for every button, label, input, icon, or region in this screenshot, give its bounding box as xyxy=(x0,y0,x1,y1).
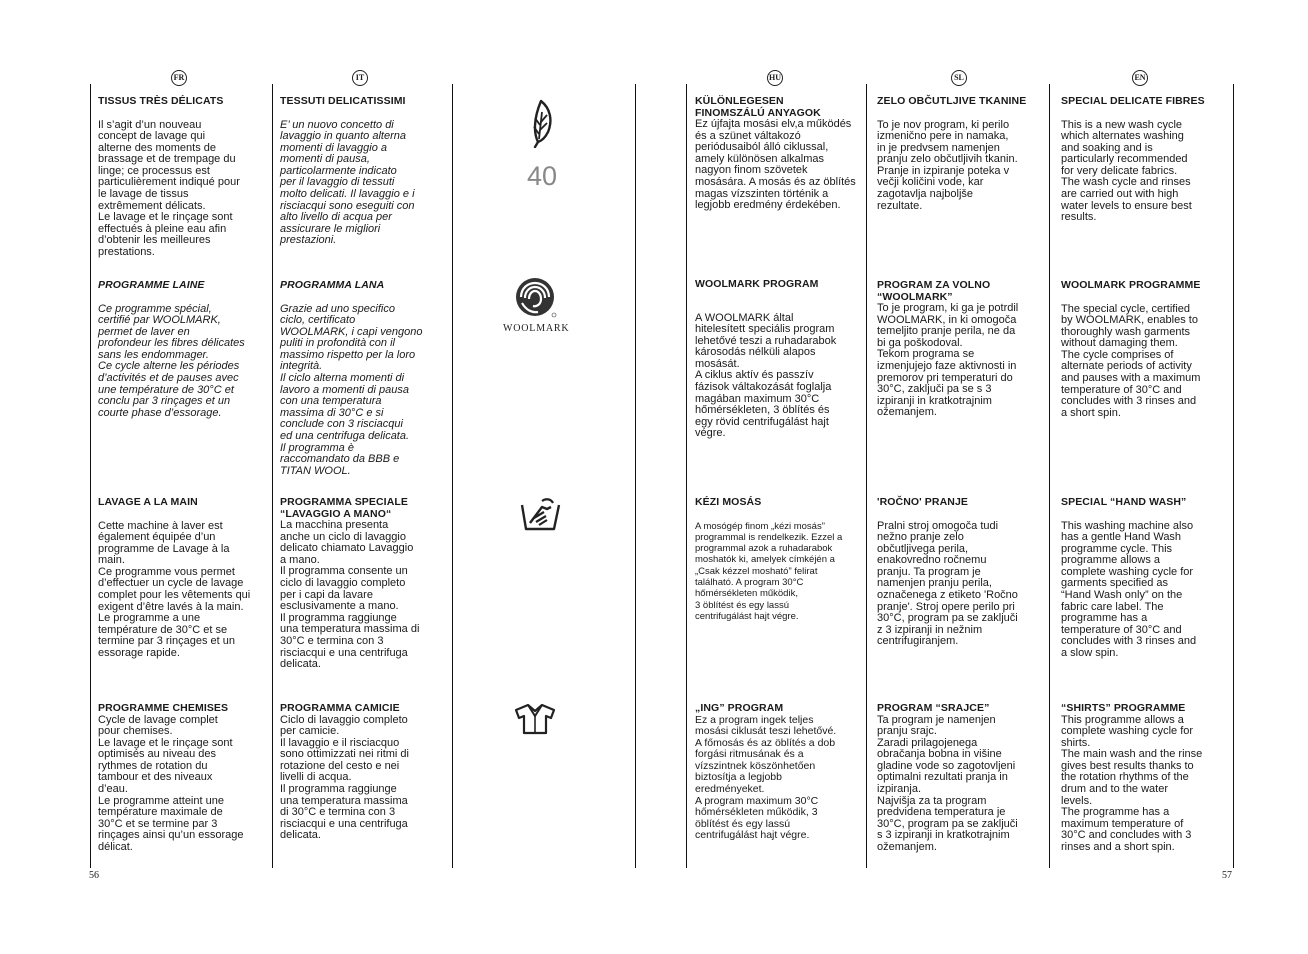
section-body: Pralni stroj omogoča tudi nežno pranje zelo občutljivega perila, enakovredno ročnemu pranju. Ta program je namenjen pranju perila, označenega z etiketo 'Ročno pranje'. Stroj opere perilo pri 30°C, program pa se zaključi z 3 izpiranji in nežnim centrifugiranjem. xyxy=(877,519,1018,648)
section-body: Il s’agit d’un nouveau concept de lavage qui alterne des moments de brassage et de trempage du linge; ce processus est particulièrement indiqué pour le lavage de tissus extrêmement délicats. Le lavage et le rinçage sont effectués à pleine eau afin d’obtenir les meilleures prestations. xyxy=(98,118,240,259)
column-divider xyxy=(272,84,273,868)
section-shirts xyxy=(877,703,1047,854)
section-title: SPECIAL DELICATE FIBRES xyxy=(1061,95,1205,107)
page-number-left: 56 xyxy=(89,870,99,881)
column-divider xyxy=(866,84,867,868)
section-title: KÜLÖNLEGESEN FINOMSZÁLÚ ANYAGOK xyxy=(695,95,821,119)
section-shirts xyxy=(280,703,450,842)
column-divider xyxy=(1233,84,1234,868)
section-wool xyxy=(98,280,268,419)
section-title: PROGRAMMA LANA xyxy=(280,279,385,291)
section-handwash xyxy=(1061,497,1231,660)
section-delicate xyxy=(877,96,1047,212)
woolmark-text: WOOLMARK xyxy=(503,323,570,334)
section-handwash xyxy=(877,497,1047,648)
section-body: To je nov program, ki perilo izmenično pere in namaka, in je predvsem namenjen pranju zelo občutljivih tkanin. Pranje in izpiranje poteka v večji količini vode, kar zagotavlja najboljše rezultate. xyxy=(877,118,1018,212)
section-body: E’ un nuovo concetto di lavaggio in quanto alterna momenti di lavaggio a momenti di pausa, particolarmente indicato per il lavaggio di tessuti molto delicati. Il lavaggio e i risciacqui sono eseguiti con alto livello di acqua per assicurare le migliori prestazioni. xyxy=(280,118,415,247)
section-wool xyxy=(1061,280,1231,419)
section-body: This is a new wash cycle which alternates washing and soaking and is particularly recommended for very delicate fabrics. The wash cycle and rinses are carried out with high water levels to ensure best results. xyxy=(1061,118,1192,224)
section-title: TESSUTI DELICATISSIMI xyxy=(280,95,406,107)
section-body: Ta program je namenjen pranju srajc. Zaradi prilagojenega obračanja bobna in višine gladine vode so zagotovljeni optimalni rezultati pranja in izpiranja. Najvišja za ta program predvidena temperatura je 30°C, program pa se zaključi s 3 izpiranji in kratkotrajnim ožemanjem. xyxy=(877,713,1018,854)
page-number-right: 57 xyxy=(1222,870,1232,881)
column-divider xyxy=(90,84,91,868)
feather-icon xyxy=(526,98,556,148)
column-divider xyxy=(1049,84,1050,868)
section-shirts xyxy=(98,703,268,854)
section-body: To je program, ki ga je potrdil WOOLMARK, in ki omogoča temeljito pranje perila, ne da bi ga poškodoval. Tekom programa se izmenjujejo faze aktivnosti in premorov pri temperaturi do 30°C, zaključi pa se s 3 izpiranji in kratkotrajnim ožemanjem. xyxy=(877,302,1019,419)
language-badge-en: EN xyxy=(1132,70,1148,86)
section-delicate xyxy=(695,96,865,212)
section-title: WOOLMARK PROGRAMME xyxy=(1061,279,1201,291)
woolmark-logo xyxy=(514,276,558,320)
temperature-label: 40 xyxy=(527,161,558,191)
section-handwash xyxy=(695,497,865,622)
section-wool xyxy=(877,280,1047,419)
section-delicate xyxy=(98,96,268,259)
section-body: Cycle de lavage complet pour chemises. Le lavage et le rinçage sont optimisés au niveau des rythmes de rotation du tambour et des niveaux d’eau. Le programme atteint une température maximale de 30°C et se termine par 3 rinçages ainsi qu’un essorage délicat. xyxy=(98,713,244,854)
section-body: The special cycle, certified by WOOLMARK, enables to thoroughly wash garments without damaging them. The cycle comprises of alternate periods of activity and pauses with a maximum temperature of 30°C and concludes with 3 rinses and a short spin. xyxy=(1061,302,1201,419)
section-handwash xyxy=(98,497,268,660)
section-delicate xyxy=(1061,96,1231,224)
section-wool xyxy=(695,279,865,440)
column-divider xyxy=(686,84,687,868)
section-title: ZELO OBČUTLJIVE TKANINE xyxy=(877,95,1027,107)
section-body: Ez a program ingek teljes mosási ciklusát teszi lehetővé. A főmosás és az öblítés a dob forgási ritmusának és a vízszintnek köszönhetően biztosítja a legjobb eredményeket. A program maximum 30°C hőmérsékleten működik, 3 öblítést és egy lassú centrifugálást hajt végre. xyxy=(695,713,837,842)
section-body: This programme allows a complete washing cycle for shirts. The main wash and the rinse gives best results thanks to the rotation rhythms of the drum and to the water levels. The programme has a maximum temperature of 30°C and concludes with 3 rinses and a short spin. xyxy=(1061,713,1203,854)
section-shirts xyxy=(695,703,865,842)
section-title: PROGRAMME LAINE xyxy=(98,279,205,291)
section-title: PROGRAM ZA VOLNO “WOOLMARK” xyxy=(877,279,991,303)
section-handwash xyxy=(280,497,450,671)
section-title: “SHIRTS” PROGRAMME xyxy=(1061,702,1186,714)
section-title: TISSUS TRÈS DÉLICATS xyxy=(98,95,224,107)
section-body: La macchina presenta anche un ciclo di lavaggio delicato chiamato Lavaggio a mano. Il programma consente un ciclo di lavaggio completo per i capi da lavare esclusivamente a mano. Il programma raggiunge una temperatura massima di 30°C e termina con 3 risciacqui e una centrifuga delicata. xyxy=(280,519,420,671)
section-title: LAVAGE A LA MAIN xyxy=(98,496,198,508)
section-title: PROGRAMMA SPECIALE “LAVAGGIO A MANO“ xyxy=(280,496,408,520)
shirt-icon xyxy=(513,702,557,736)
section-title: PROGRAMME CHEMISES xyxy=(98,702,229,714)
section-body: A WOOLMARK által hitelesített speciális program lehetővé teszi a ruhadarabok károsodás nélküli alapos mosását. A ciklus aktív és passzív fázisok váltakozását foglalja magában maximum 30°C hőmérsékleten, 3 öblítés és egy rövid centrifugálást hajt végre. xyxy=(695,311,837,440)
section-title: PROGRAM “SRAJCE” xyxy=(877,702,990,714)
section-body: Cette machine à laver est également équipée d’un programme de Lavage à la main. Ce programme vous permet d’effectuer un cycle de lavage complet pour les vêtements qui exigent d’être lavés à la main. Le programme a une température de 30°C et se termine par 3 rinçages et un essorage rapide. xyxy=(98,519,251,660)
section-wool xyxy=(280,280,450,477)
section-body: This washing machine also has a gentle Hand Wash programme cycle. This programme allows a complete washing cycle for garments specified as “Hand Wash only” on the fabric care label. The programme has a temperature of 30°C and concludes with 3 rinses and a slow spin. xyxy=(1061,519,1197,660)
section-body: Ez újfajta mosási elv,a működés és a szünet váltakozó periódusaiból álló ciklussal, amely különösen alkalmas nagyon finom szövetek mosására. A mosás és az öblítés magas vízszinten történik a legjobb eredmény érdekében. xyxy=(695,118,856,212)
section-shirts xyxy=(1061,703,1231,854)
section-title: KÉZI MOSÁS xyxy=(695,496,762,508)
section-body: Ce programme spécial, certifié par WOOLMARK, permet de laver en profondeur les fibres délicates sans les endommager. Ce cycle alterne les périodes d’activités et de pauses avec une température de 30°C et conclu par 3 rinçages et un courte phase d’essorage. xyxy=(98,302,245,419)
section-title: „ING” PROGRAM xyxy=(695,702,784,714)
section-body: Grazie ad uno specifico ciclo, certificato WOOLMARK, i capi vengono puliti in profondità con il massimo rispetto per la loro integrità. Il ciclo alterna momenti di lavoro a momenti di pausa con una temperatura massima di 30°C e si conclude con 3 risciacqui ed una centrifuga delicata. Il programma è raccomandato da BBB e TITAN WOOL. xyxy=(280,302,423,477)
handwash-icon xyxy=(520,495,562,533)
section-title: 'ROČNO' PRANJE xyxy=(877,496,968,508)
column-divider xyxy=(635,84,636,868)
language-badge-fr: FR xyxy=(171,70,187,86)
section-title: WOOLMARK PROGRAM xyxy=(695,278,819,290)
section-title: SPECIAL “HAND WASH” xyxy=(1061,496,1187,508)
section-body: A mosógép finom „kézi mosás” programmal is rendelkezik. Ezzel a programmal azok a ruhadarabok moshatók ki, amelyek címkéjén a „Csak kézzel mosható” felirat található. A program 30°C hőmérsékleten működik, 3 öblítést és egy lassú centrifugálást hajt végre. xyxy=(695,520,843,622)
language-badge-it: IT xyxy=(352,70,368,86)
section-delicate xyxy=(280,96,450,247)
language-badge-sl: SL xyxy=(951,70,967,86)
section-title: PROGRAMMA CAMICIE xyxy=(280,702,400,714)
section-body: Ciclo di lavaggio completo per camicie. Il lavaggio e il risciacquo sono ottimizzati nei ritmi di rotazione del cesto e nei livelli di acqua. Il programma raggiunge una temperatura massima di 30°C e termina con 3 risciacqui e una centrifuga delicata. xyxy=(280,713,409,842)
language-badge-hu: HU xyxy=(767,70,783,86)
column-divider xyxy=(452,84,453,868)
